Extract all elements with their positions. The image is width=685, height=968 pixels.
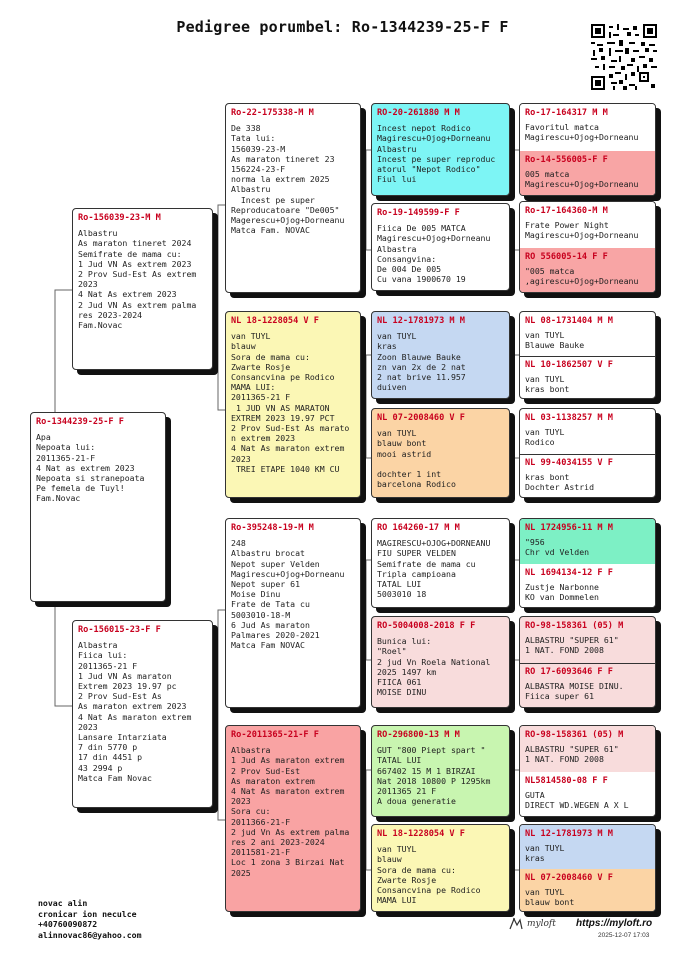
pigeon-notes: van TUYL blauw bont mooi astrid dochter 1 int barcelona Rodico <box>377 428 456 490</box>
great-grandparent-card[interactable] <box>371 103 510 196</box>
ring-number: Ro-2011365-21-F F <box>231 730 319 740</box>
pigeon-notes: Bunica lui: "Roel" 2 jud Vn Roela National 2025 1497 km FIICA 061 MOISE DINU <box>377 636 491 698</box>
gggp-male[interactable] <box>520 617 655 663</box>
ring-number: NL 08-1731404 M M <box>525 316 613 326</box>
ring-number: NL 07-2008460 V F <box>525 873 613 883</box>
generated-timestamp: 2025-12-07 17:03 <box>598 932 650 939</box>
great-grandparent-card[interactable] <box>371 203 510 291</box>
ring-number: NL 18-1228054 V F <box>377 829 465 839</box>
pigeon-notes: van TUYL blauw Sora de mama cu: Zwarte Rosje Consancvina pe Rodico MAMA LUI: 2011365-21 F 1 JUD VN AS MARATON EXTREM 2023 19.97 PCT 2 Prov Sud-Est As marato n extrem 2023 4 Nat As maraton extrem 2023 TREI ETAPE 1040 KM CU <box>231 331 350 474</box>
great-great-grandparent-pair <box>519 103 656 196</box>
gggp-male[interactable] <box>520 312 655 356</box>
pigeon-notes: Frate Power Night Magirescu+Ojog+Dorneanu <box>525 220 639 241</box>
ring-number: NL 07-2008460 V F <box>377 413 465 423</box>
ring-number: Ro-1344239-25-F F <box>36 417 124 427</box>
pigeon-notes: Favoritul matca Magirescu+Ojog+Dorneanu <box>525 122 639 143</box>
ring-number: RO 164260-17 M M <box>377 523 460 533</box>
pigeon-notes: Albastra Fiica lui: 2011365-21 F 1 Jud VN As maraton Extrem 2023 19.97 pc 2 Prov Sud-Est As As maraton extrem 2023 4 Nat As maraton extrem 2023 Lansare Intarziata 7 din 5770 p 17 din 4451 p 43 2994 p Matca Fam Novac <box>78 640 192 783</box>
pigeon-notes: Albastra 1 Jud As maraton extrem 2 Prov Sud-Est As maraton extrem 4 Nat As maraton extrem 2023 Sora cu: 2011366-21-F 2 jud Vn As extrem palma res 2 ani 2023-2024 2011581-21-F Loc 1 zona 3 Birzai Nat 2025 <box>231 745 350 878</box>
great-great-grandparent-pair <box>519 824 656 912</box>
pigeon-notes: kras bont Dochter Astrid <box>525 472 595 493</box>
gggp-female[interactable] <box>520 564 655 608</box>
pigeon-notes: van TUYL blauw Sora de mama cu: Zwarte Rosje Consancvina pe Rodico MAMA LUI <box>377 844 481 906</box>
sire-card[interactable] <box>72 208 213 370</box>
grandparent-card[interactable] <box>225 311 361 498</box>
gggp-female[interactable] <box>520 454 655 498</box>
gggp-female[interactable] <box>520 151 655 196</box>
site-link[interactable]: https://myloft.ro <box>576 918 653 929</box>
gggp-female[interactable] <box>520 248 655 293</box>
gggp-male[interactable] <box>520 202 655 248</box>
pigeon-notes: De 338 Tata lui: 156039-23-M As maraton tineret 23 156224-23-F norma la extrem 2025 Albastru Incest pe super Reproducatoare "De005" Magerescu+Ojog+Dorneanu Matca Fam. NOVAC <box>231 123 345 236</box>
pigeon-notes: "005 matca ,agirescu+Ojog+Dorneanu <box>525 266 639 287</box>
ring-number: NL 99-4034155 V F <box>525 458 613 468</box>
ring-number: RO-98-158361 (05) M <box>525 730 624 740</box>
ring-number: Ro-14-556005-F F <box>525 155 608 165</box>
great-great-grandparent-pair <box>519 518 656 608</box>
great-grandparent-card[interactable] <box>371 725 510 817</box>
great-grandparent-card[interactable] <box>371 616 510 708</box>
ring-number: Ro-19-149599-F F <box>377 208 460 218</box>
ring-number: NL 12-1781973 M M <box>377 316 465 326</box>
pigeon-notes: MAGIRESCU+OJOG+DORNEANU FIU SUPER VELDEN Semifrate de mama cu Tripla campioana TATAL LUI 5003010 18 <box>377 538 491 600</box>
gggp-male[interactable] <box>520 519 655 564</box>
ring-number: NL 18-1228054 V F <box>231 316 319 326</box>
pigeon-notes: 005 matca Magirescu+Ojog+Dorneanu <box>525 169 639 190</box>
gggp-male[interactable] <box>520 726 655 772</box>
ring-number: Ro-17-164317 M M <box>525 108 608 118</box>
page-title: Pedigree porumbel: Ro-1344239-25-F F <box>176 18 509 36</box>
great-great-grandparent-pair <box>519 616 656 708</box>
pigeon-notes: Albastru As maraton tineret 2024 Semifrate de mama cu: 1 Jud VN As extrem 2023 2 Prov Sud-Est As extrem 2023 4 Nat As extrem 2023 2 Jud VN As extrem palma res 2023-2024 Fam.Novac <box>78 228 197 331</box>
ring-number: RO-5004008-2018 F F <box>377 621 476 631</box>
ring-number: RO-98-158361 (05) M <box>525 621 624 631</box>
gggp-male[interactable] <box>520 409 655 454</box>
great-grandparent-card[interactable] <box>371 311 510 399</box>
pigeon-notes: ALBASTRU "SUPER 61" 1 NAT. FOND 2008 <box>525 744 619 765</box>
pigeon-notes: Zustje Narbonne KO van Dommelen <box>525 582 599 603</box>
ring-number: NL5814580-08 F F <box>525 776 608 786</box>
pigeon-notes: Incest nepot Rodico Magirescu+Ojog+Dorneanu Albastru Incest pe super reproduc atorul "Nepot Rodico" Fiul lui <box>377 123 496 185</box>
great-great-grandparent-pair <box>519 408 656 498</box>
pigeon-notes: GUT "800 Piept spart " TATAL LUI 667402 15 M 1 BIRZAI Nat 2018 10800 P 1295km 2011365 21 F A doua generatie <box>377 745 491 807</box>
pigeon-notes: Fiica De 005 MATCA Magirescu+Ojog+Dorneanu Albastra Consangvina: De 004 De 005 Cu vana 1900670 19 <box>377 223 491 285</box>
owner-contact: novac alin cronicar ion neculce +40760090872 alinnovac86@yahoo.com <box>38 898 142 940</box>
pigeon-notes: van TUYL blauw bont <box>525 887 575 908</box>
myloft-logo: myloft <box>527 919 556 929</box>
pigeon-notes: "956 Chr vd Velden <box>525 537 590 558</box>
pigeon-notes: ALBASTRU "SUPER 61" 1 NAT. FOND 2008 <box>525 635 619 656</box>
grandparent-card[interactable] <box>225 103 361 293</box>
pigeon-notes: ALBASTRA MOISE DINU. Fiica super 61 <box>525 681 624 702</box>
gggp-male[interactable] <box>520 104 655 151</box>
great-grandparent-card[interactable] <box>371 824 510 912</box>
ring-number: Ro-156015-23-F F <box>78 625 161 635</box>
ring-number: NL 1724956-11 M M <box>525 523 613 533</box>
pigeon-notes: 248 Albastru brocat Nepot super Velden Magirescu+Ojog+Dorneanu Nepot super 61 Moise Dinu Frate de Tata cu 5003010-18-M 6 Jud As maraton Palmares 2020-2021 Matca Fam NOVAC <box>231 538 345 651</box>
gggp-female[interactable] <box>520 356 655 399</box>
pigeon-notes: van TUYL Blauwe Bauke <box>525 330 585 351</box>
pigeon-notes: van TUYL kras bont <box>525 374 570 395</box>
ring-number: Ro-17-164360-M M <box>525 206 608 216</box>
pigeon-notes: Apa Nepoata lui: 2011365-21-F 4 Nat as extrem 2023 Nepoata si stranepoata Pe femela de Tuyl! Fam.Novac <box>36 432 145 504</box>
subject-card[interactable] <box>30 412 166 602</box>
pigeon-notes: van TUYL kras <box>525 843 565 864</box>
gggp-female[interactable] <box>520 772 655 817</box>
great-grandparent-card[interactable] <box>371 518 510 608</box>
dam-card[interactable] <box>72 620 213 808</box>
ring-number: NL 1694134-12 F F <box>525 568 613 578</box>
pigeon-notes: van TUYL Rodico <box>525 427 565 448</box>
grandparent-card[interactable] <box>225 725 361 912</box>
ring-number: Ro-395248-19-M M <box>231 523 314 533</box>
gggp-male[interactable] <box>520 825 655 869</box>
pigeon-notes: van TUYL kras Zoon Blauwe Bauke zn van 2x de 2 nat 2 nat brive 11.957 duiven <box>377 331 466 393</box>
myloft-logo-icon <box>508 916 524 932</box>
gggp-female[interactable] <box>520 663 655 708</box>
great-grandparent-card[interactable] <box>371 408 510 498</box>
ring-number: RO-20-261880 M M <box>377 108 460 118</box>
ring-number: RO 17-6093646 F F <box>525 667 613 677</box>
pigeon-notes: GUTA DIRECT WD.WEGEN A X L <box>525 790 629 811</box>
ring-number: RO-296800-13 M M <box>377 730 460 740</box>
ring-number: NL 12-1781973 M M <box>525 829 613 839</box>
ring-number: Ro-22-175338-M M <box>231 108 314 118</box>
grandparent-card[interactable] <box>225 518 361 708</box>
great-great-grandparent-pair <box>519 725 656 817</box>
ring-number: NL 03-1138257 M M <box>525 413 613 423</box>
great-great-grandparent-pair <box>519 311 656 399</box>
ring-number: RO 556005-14 F F <box>525 252 608 262</box>
ring-number: Ro-156039-23-M M <box>78 213 161 223</box>
great-great-grandparent-pair <box>519 201 656 293</box>
gggp-female[interactable] <box>520 869 655 912</box>
ring-number: NL 10-1862507 V F <box>525 360 613 370</box>
